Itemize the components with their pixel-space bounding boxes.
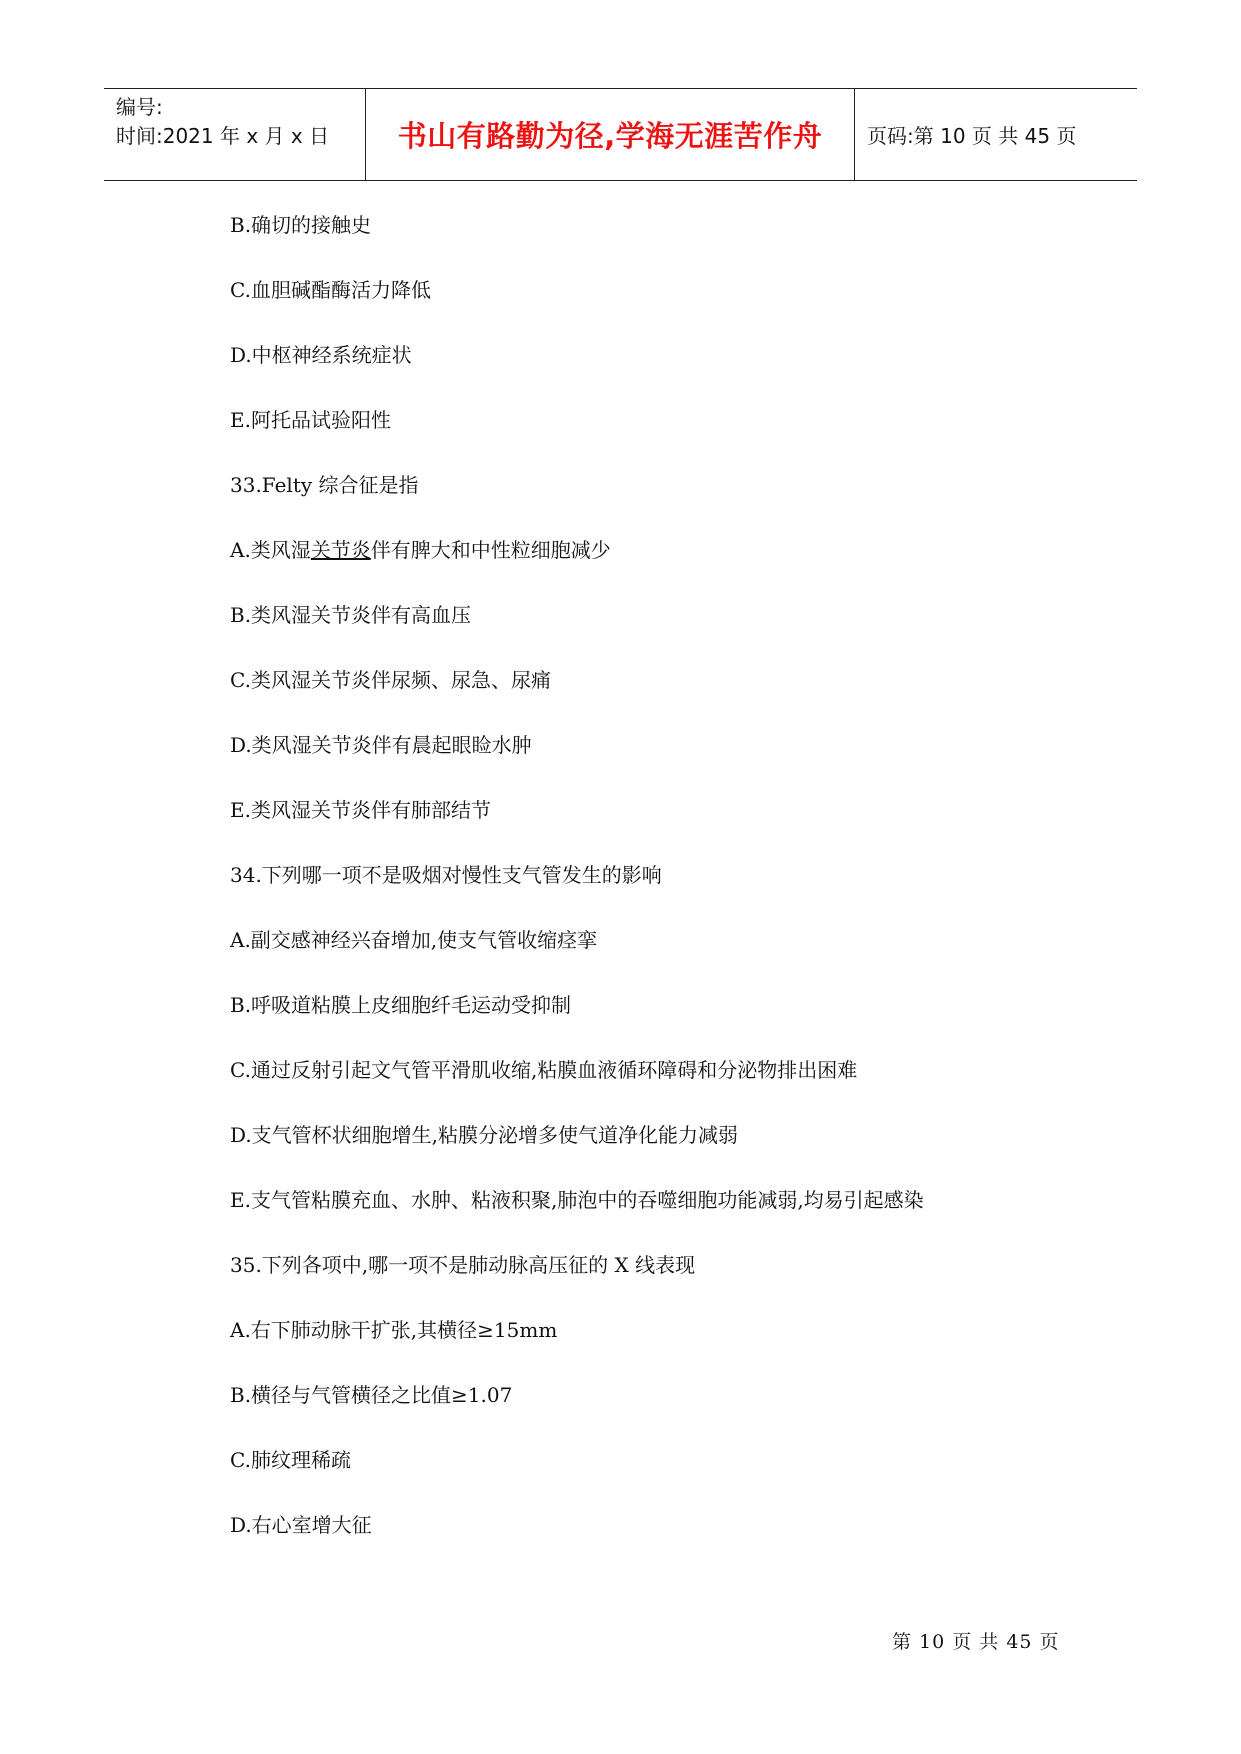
option-line: A.右下肺动脉干扩张,其横径≥15mm [230,1318,558,1342]
question-line: 34.下列哪一项不是吸烟对慢性支气管发生的影响 [230,863,662,887]
option-line: B.横径与气管横径之比值≥1.07 [230,1383,513,1407]
option-line: C.肺纹理稀疏 [230,1448,351,1472]
option-line: D.右心室增大征 [230,1513,372,1537]
option-line: A.副交感神经兴奋增加,使支气管收缩痉挛 [230,928,598,952]
document-body [230,208,1110,1573]
option-line: E.支气管粘膜充血、水肿、粘液积聚,肺泡中的吞噬细胞功能减弱,均易引起感染 [230,1188,924,1212]
option-line [230,533,1110,598]
option-line: C.类风湿关节炎伴尿频、尿急、尿痛 [230,668,551,692]
option-line: D.支气管杯状细胞增生,粘膜分泌增多使气道净化能力减弱 [230,1123,739,1147]
underlined-text: 关节炎 [310,538,371,562]
option-text: 伴有脾大和中性粒细胞减少 [370,538,611,562]
page-footer: 第 10 页 共 45 页 [892,1631,1060,1653]
option-line: D.中枢神经系统症状 [230,343,412,367]
header-page-cell [855,89,1137,180]
question-line: 35.下列各项中,哪一项不是肺动脉高压征的 X 线表现 [230,1253,696,1277]
option-line: B.类风湿关节炎伴有高血压 [230,603,472,627]
page-header [104,88,1137,181]
option-line: B.呼吸道粘膜上皮细胞纤毛运动受抑制 [230,993,572,1017]
document-number-label: 编号: [116,95,163,119]
header-motto-cell [366,89,855,180]
document-time-label: 时间:2021 年 x 月 x 日 [116,124,330,148]
header-motto: 书山有路勤为径,学海无涯苦作舟 [397,119,823,153]
header-info-cell [104,89,366,180]
header-page-code: 页码:第 10 页 共 45 页 [867,124,1077,148]
option-line: C.血胆碱酯酶活力降低 [230,278,431,302]
question-line: 33.Felty 综合征是指 [230,473,419,497]
option-line: E.阿托品试验阳性 [230,408,391,432]
option-line: E.类风湿关节炎伴有肺部结节 [230,798,491,822]
option-line: C.通过反射引起文气管平滑肌收缩,粘膜血液循环障碍和分泌物排出困难 [230,1058,858,1082]
option-line: B.确切的接触史 [230,213,372,237]
option-line: D.类风湿关节炎伴有晨起眼睑水肿 [230,733,532,757]
option-text: A.类风湿 [230,538,311,562]
